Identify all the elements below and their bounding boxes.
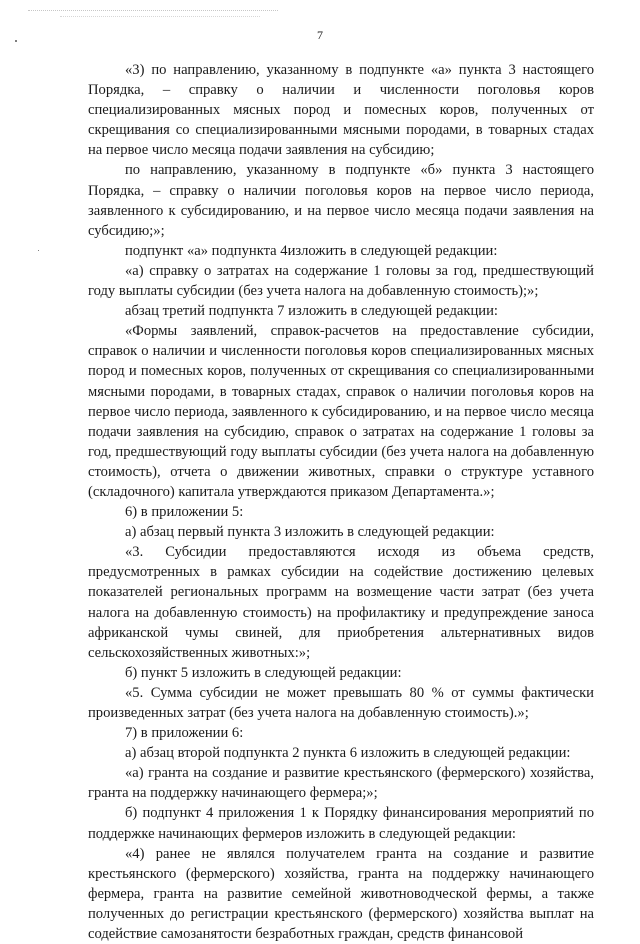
paragraph: 6) в приложении 5: — [125, 504, 244, 521]
scan-artifact — [60, 16, 260, 23]
paragraph: «4) ранее не являлся получателем гранта на создание и развитие крестьянского (фермерского) хозяйства, гранта на поддержку начинающего фермера, гранта на развитие семейной животноводческой фермы, а также полученных до регистрации крестьянского (фермерского) хозяйства выплат на содействие самозанятости безработных граждан, средств финансовой — [88, 845, 594, 943]
scan-speck — [38, 250, 39, 251]
paragraph: «а) справку о затратах на содержание 1 головы за год, предшествующий году выплаты субсидии (без учета налога на добавленную стоимость);»; — [88, 262, 594, 300]
paragraph: б) пункт 5 изложить в следующей редакции: — [125, 664, 402, 681]
paragraph: 7) в приложении 6: — [125, 725, 244, 742]
paragraph: абзац третий подпункта 7 изложить в следующей редакции: — [125, 303, 498, 320]
paragraph: а) абзац первый пункта 3 изложить в следующей редакции: — [125, 524, 495, 541]
document-body — [88, 60, 594, 944]
paragraph: б) подпункт 4 приложения 1 к Порядку финансирования мероприятий по поддержке начинающих фермеров изложить в следующей редакции: — [88, 805, 594, 842]
paragraph: подпункт «а» подпункта 4изложить в следующей редакции: — [125, 242, 498, 259]
paragraph: «3) по направлению, указанному в подпункте «а» пункта 3 настоящего Порядка, – справку о наличии и численности поголовья коров специализированных мясных пород и помесных коров, полученных от скрещивания со специализированными мясными породами, в товарных стадах на первое число месяца подачи заявления на субсидию; — [88, 62, 594, 159]
paragraph: «Формы заявлений, справок-расчетов на предоставление субсидии, справок о наличии и численности поголовья коров специализированных мясных пород и помесных коров, полученных от скрещивания со специализированными мясными породами, в товарных стадах, справок о наличии поголовья коров на первое число периода, заявленного к субсидированию, и на первое число месяца подачи заявления на субсидию, справок о затратах на содержание 1 головы за год, предшествующий году выплаты субсидии (без учета налога на добавленную стоимость), отчета о движении животных, справки о структуре уставного (складочного) капитала утверждаются приказом Департамента.»; — [88, 323, 594, 500]
paragraph: «5. Сумма субсидии не может превышать 80 % от суммы фактически произведенных затрат (без учета налога на добавленную стоимость).»; — [88, 684, 594, 721]
paragraph: по направлению, указанному в подпункте «б» пункта 3 настоящего Порядка, – справку о наличии поголовья коров на первое число периода, заявленного к субсидированию, и на первое число месяца подачи заявления на субсидию;»; — [88, 162, 594, 239]
page-number: 7 — [317, 28, 323, 42]
paragraph: «а) гранта на создание и развитие крестьянского (фермерского) хозяйства, гранта на поддержку начинающего фермера;»; — [88, 765, 594, 802]
paragraph: «3. Субсидии предоставляются исходя из объема средств, предусмотренных в рамках субсидии на содействие достижению целевых показателей региональных программ на возмещение части затрат (без учета налога на добавленную стоимость) на профилактику и предупреждение заноса африканской чумы свиней, для приобретения альтернативных видов сельскохозяйственных животных:»; — [88, 544, 594, 661]
paragraph: а) абзац второй подпункта 2 пункта 6 изложить в следующей редакции: — [125, 745, 571, 762]
